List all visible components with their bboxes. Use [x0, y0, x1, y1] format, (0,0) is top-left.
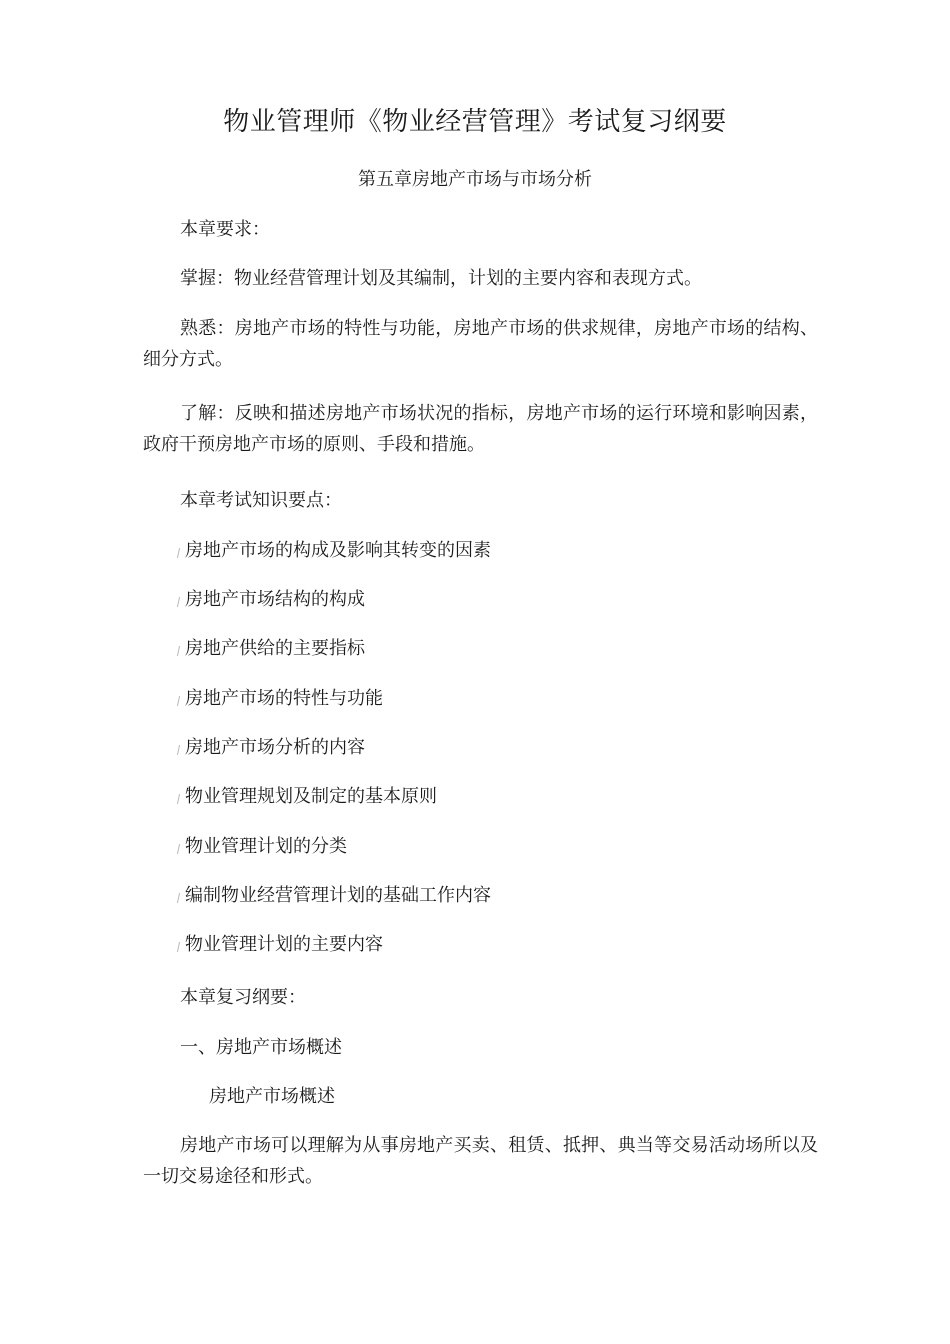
list-item [178, 685, 383, 713]
list-item [178, 635, 365, 663]
requirements-heading: 本章要求： [180, 219, 270, 240]
list-item-text: 房地产供给的主要指标 [185, 638, 365, 659]
list-marker [177, 844, 184, 854]
list-item [178, 833, 347, 861]
section-heading: 一、房地产市场概述 [180, 1037, 342, 1058]
chapter-title: 第五章房地产市场与市场分析 [358, 169, 592, 190]
list-item-text: 物业管理计划的主要内容 [185, 934, 383, 955]
outline-heading: 本章复习纲要： [180, 987, 306, 1008]
list-item [178, 882, 491, 910]
list-item-text: 物业管理计划的分类 [185, 836, 347, 857]
list-item-text: 编制物业经营管理计划的基础工作内容 [185, 885, 491, 906]
list-marker [177, 942, 184, 952]
list-marker [177, 646, 184, 656]
list-item [178, 586, 365, 614]
requirement-master: 掌握：物业经营管理计划及其编制，计划的主要内容和表现方式。 [180, 268, 702, 289]
list-item-text: 房地产市场的构成及影响其转变的因素 [185, 540, 491, 561]
list-marker [177, 794, 184, 804]
list-marker [177, 893, 184, 903]
list-item-text: 房地产市场分析的内容 [185, 737, 365, 758]
requirement-familiar: 熟悉：房地产市场的特性与功能，房地产市场的供求规律，房地产市场的结构、细分方式。 [143, 318, 818, 370]
list-item [178, 734, 365, 762]
list-marker [177, 548, 184, 558]
points-heading: 本章考试知识要点： [180, 490, 342, 511]
definition-paragraph: 房地产市场可以理解为从事房地产买卖、租赁、抵押、典当等交易活动场所以及一切交易途径和形式。 [143, 1135, 818, 1187]
list-marker [177, 696, 184, 706]
list-item-text: 物业管理规划及制定的基本原则 [185, 786, 437, 807]
document-title: 物业管理师《物业经营管理》考试复习纲要 [223, 107, 727, 137]
list-item-text: 房地产市场结构的构成 [185, 589, 365, 610]
list-item [178, 783, 437, 811]
list-marker [177, 597, 184, 607]
list-item [178, 537, 491, 565]
list-item-text: 房地产市场的特性与功能 [185, 688, 383, 709]
subsection-heading: 房地产市场概述 [209, 1086, 335, 1107]
list-marker [177, 745, 184, 755]
requirement-understand: 了解：反映和描述房地产市场状况的指标，房地产市场的运行环境和影响因素，政府干预房地产市场的原则、手段和措施。 [143, 403, 818, 455]
list-item [178, 931, 383, 959]
